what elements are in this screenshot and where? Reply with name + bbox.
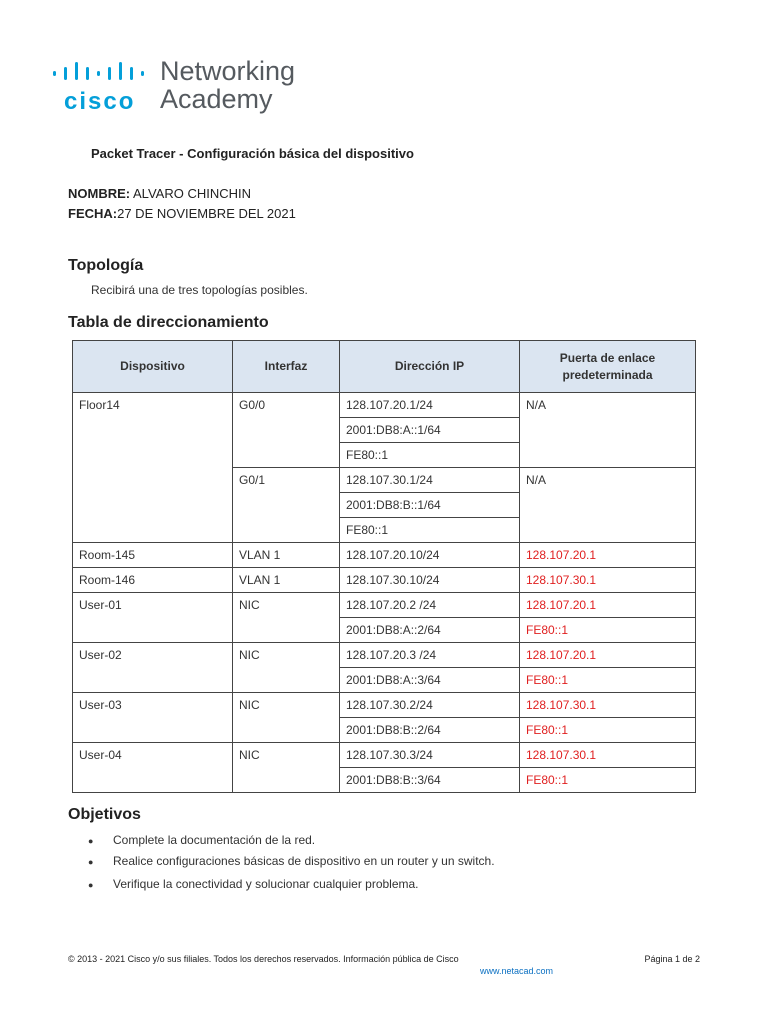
header-default-gateway: Puerta de enlace predeterminada: [520, 341, 696, 393]
table-row: [73, 568, 696, 593]
cell-ip: 2001:DB8:A::3/64: [340, 668, 520, 693]
list-item: [88, 877, 419, 891]
cell-gateway: 128.107.20.1: [520, 543, 696, 568]
table-header-row: [73, 341, 696, 393]
cell-gateway: 128.107.20.1: [520, 593, 696, 618]
logo-networking-text: Networking: [160, 56, 296, 86]
cell-ip: 128.107.30.3/24: [340, 743, 520, 768]
cell-device: User-03: [73, 693, 233, 743]
student-name-line: [68, 186, 251, 201]
cisco-bars-icon: [52, 62, 150, 80]
footer-copyright: © 2013 - 2021 Cisco y/o sus filiales. Todos los derechos reservados. Información pública de Cisco: [68, 954, 459, 964]
cell-ip: 128.107.20.3 /24: [340, 643, 520, 668]
objective-text: Realice configuraciones básicas de dispositivo en un router y un switch.: [113, 854, 495, 868]
cell-gateway: FE80::1: [520, 668, 696, 693]
cell-ip: FE80::1: [340, 518, 520, 543]
table-row: [73, 693, 696, 718]
addressing-table: [72, 340, 696, 793]
cell-ip: 128.107.30.10/24: [340, 568, 520, 593]
cell-gateway: 128.107.20.1: [520, 643, 696, 668]
cell-gateway: 128.107.30.1: [520, 693, 696, 718]
cell-ip: 128.107.20.2 /24: [340, 593, 520, 618]
table-row: [73, 593, 696, 618]
cell-interface: G0/0: [233, 393, 340, 468]
list-item: [88, 833, 315, 847]
bullet-icon: ●: [88, 857, 94, 867]
cisco-wordmark: cisco: [64, 88, 136, 115]
cell-interface: G0/1: [233, 468, 340, 543]
cell-device: Room-145: [73, 543, 233, 568]
name-label: NOMBRE:: [68, 186, 131, 201]
header-device: Dispositivo: [73, 341, 233, 393]
cell-device: User-04: [73, 743, 233, 793]
cell-interface: VLAN 1: [233, 568, 340, 593]
logo-academy-text: Academy: [160, 84, 273, 114]
table-row: [73, 643, 696, 668]
cell-ip: FE80::1: [340, 443, 520, 468]
addressing-table-heading: Tabla de direccionamiento: [68, 314, 269, 331]
cell-ip: 128.107.20.10/24: [340, 543, 520, 568]
name-value: ALVARO CHINCHIN: [133, 186, 251, 201]
header-ip-address: Dirección IP: [340, 341, 520, 393]
cell-device: Floor14: [73, 393, 233, 543]
bullet-icon: ●: [88, 836, 94, 846]
date-label: FECHA:: [68, 206, 118, 221]
date-line: [68, 206, 296, 221]
cell-gateway: 128.107.30.1: [520, 568, 696, 593]
cell-ip: 128.107.30.2/24: [340, 693, 520, 718]
cell-gateway: N/A: [520, 393, 696, 468]
footer-netacad-link[interactable]: www.netacad.com: [480, 966, 554, 976]
cell-ip: 2001:DB8:B::2/64: [340, 718, 520, 743]
document-title: Packet Tracer - Configuración básica del dispositivo: [91, 146, 414, 161]
table-row: [73, 393, 696, 418]
footer-page-number: Página 1 de 2: [644, 954, 700, 964]
cell-ip: 2001:DB8:A::1/64: [340, 418, 520, 443]
cell-gateway: FE80::1: [520, 768, 696, 793]
list-item: [88, 854, 495, 868]
cell-gateway: 128.107.30.1: [520, 743, 696, 768]
cell-gateway: N/A: [520, 468, 696, 543]
cell-ip: 128.107.30.1/24: [340, 468, 520, 493]
cell-device: Room-146: [73, 568, 233, 593]
cell-interface: NIC: [233, 743, 340, 793]
cell-interface: NIC: [233, 693, 340, 743]
header-interface: Interfaz: [233, 341, 340, 393]
table-row: [73, 743, 696, 768]
bullet-icon: ●: [88, 880, 94, 890]
cell-ip: 2001:DB8:B::1/64: [340, 493, 520, 518]
table-row: [73, 543, 696, 568]
cell-device: User-01: [73, 593, 233, 643]
cell-interface: VLAN 1: [233, 543, 340, 568]
objective-text: Verifique la conectividad y solucionar cualquier problema.: [113, 877, 419, 891]
date-value: 27 DE NOVIEMBRE DEL 2021: [117, 206, 296, 221]
cisco-networking-academy-logo: [52, 58, 312, 118]
cell-gateway: FE80::1: [520, 618, 696, 643]
objectives-heading: Objetivos: [68, 806, 141, 823]
objective-text: Complete la documentación de la red.: [113, 833, 316, 847]
topology-text: Recibirá una de tres topologías posibles.: [91, 283, 308, 297]
cell-interface: NIC: [233, 643, 340, 693]
topology-heading: Topología: [68, 257, 144, 274]
cell-interface: NIC: [233, 593, 340, 643]
cell-gateway: FE80::1: [520, 718, 696, 743]
cell-ip: 2001:DB8:B::3/64: [340, 768, 520, 793]
cell-device: User-02: [73, 643, 233, 693]
cell-ip: 2001:DB8:A::2/64: [340, 618, 520, 643]
cell-ip: 128.107.20.1/24: [340, 393, 520, 418]
